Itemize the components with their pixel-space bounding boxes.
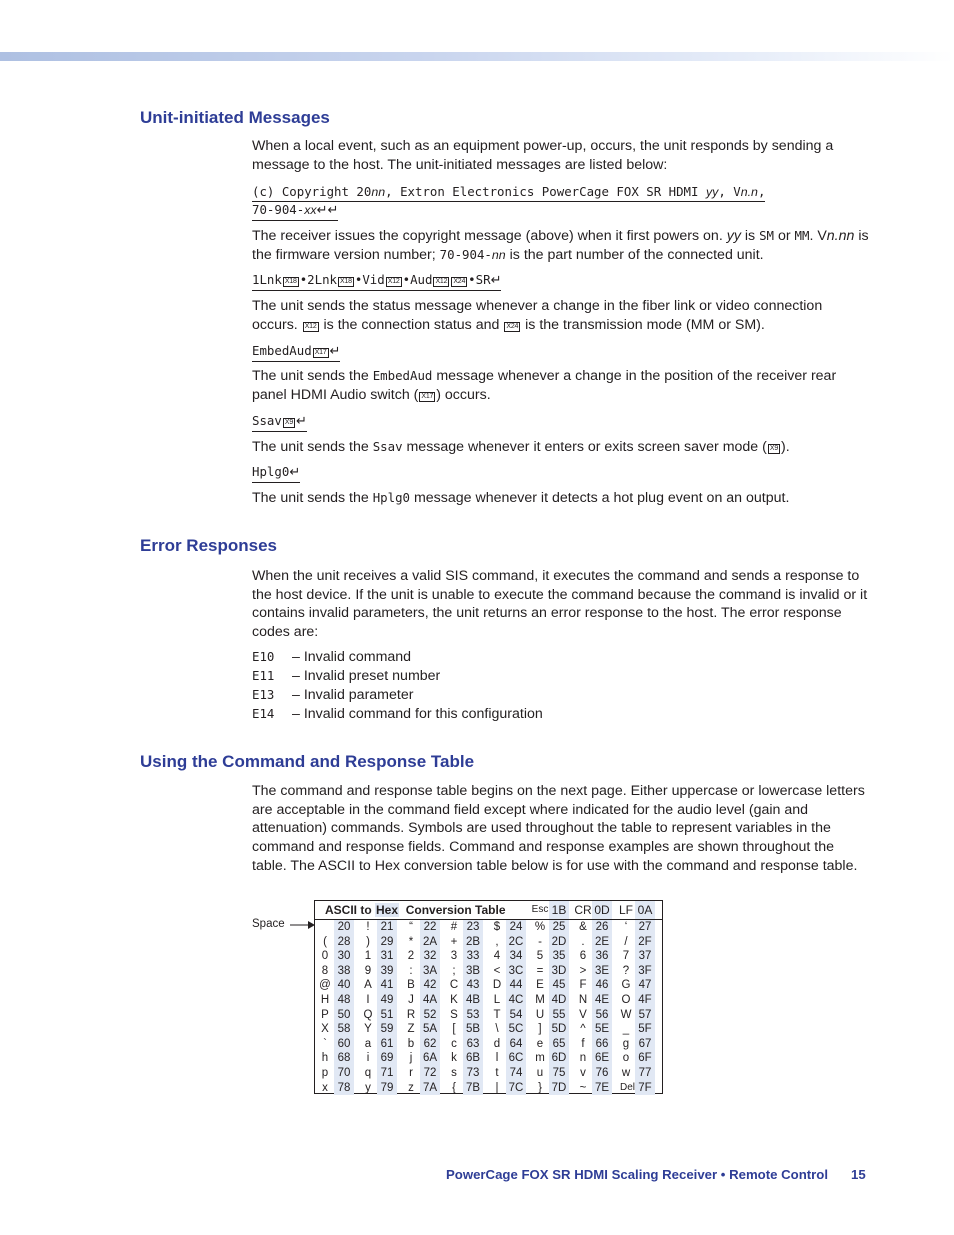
ascii-hex: 45	[549, 978, 569, 993]
ascii-char: :	[409, 964, 413, 977]
ascii-hex: 3D	[549, 964, 569, 979]
ascii-char: b	[407, 1037, 415, 1050]
ascii-hex: 59	[377, 1022, 397, 1037]
ascii-hex: 53	[463, 1008, 483, 1023]
ascii-hex: 5C	[506, 1022, 526, 1037]
ascii-hex: 69	[377, 1051, 397, 1066]
ascii-hex: 76	[592, 1066, 612, 1081]
ascii-hex: 3B	[463, 964, 483, 979]
ascii-hex: 2E	[592, 935, 612, 950]
ascii-char: 8	[321, 964, 329, 977]
ascii-char: T	[493, 1008, 501, 1021]
ascii-char: _	[622, 1023, 630, 1036]
ascii-char: ?	[622, 964, 630, 977]
ascii-hex: 7A	[420, 1081, 440, 1096]
ascii-char: {	[452, 1081, 456, 1094]
ascii-hex: 20	[334, 920, 354, 935]
error-code-row: E11 – Invalid preset number	[252, 668, 441, 684]
ascii-char: B	[407, 979, 415, 992]
return-icon: ↵	[490, 273, 502, 288]
ascii-char: y	[365, 1081, 371, 1094]
ascii-char: 5	[536, 950, 544, 963]
ascii-char: A	[364, 979, 372, 992]
ascii-hex: 6B	[463, 1051, 483, 1066]
ascii-char: w	[621, 1067, 631, 1079]
ascii-hex: 2F	[635, 935, 655, 950]
ascii-char: m	[535, 1052, 545, 1065]
hplg-description: The unit sends the Hplg0 message whenever it detects a hot plug event on an output.	[252, 490, 790, 506]
ascii-char: f	[581, 1037, 585, 1050]
ascii-hex: 73	[463, 1066, 483, 1081]
header-bar	[0, 52, 954, 61]
ascii-char: (	[323, 935, 327, 948]
ascii-char: |	[495, 1081, 499, 1094]
ssav-message-code: Ssav X9 ↵	[252, 413, 307, 432]
ascii-hex: 27	[635, 920, 655, 935]
ascii-char: !	[366, 921, 370, 933]
ascii-char: M	[535, 994, 545, 1006]
ascii-hex: 23	[463, 920, 483, 935]
ascii-hex: 3C	[506, 964, 526, 979]
return-icon: ↵	[296, 414, 307, 429]
ascii-hex: 5E	[592, 1022, 612, 1037]
ascii-char: C	[449, 979, 459, 992]
ascii-char: ;	[452, 964, 456, 977]
ascii-char: “	[409, 921, 413, 933]
ascii-table-header	[315, 901, 662, 920]
ascii-char: 0	[321, 950, 329, 963]
ascii-char: =	[536, 964, 544, 977]
ascii-char: $	[493, 921, 501, 933]
ascii-char: Q	[363, 1008, 373, 1021]
heading-unit-initiated: Unit-initiated Messages	[140, 108, 330, 127]
ascii-char: r	[409, 1067, 413, 1079]
ascii-hex: 75	[549, 1066, 569, 1081]
error-code-row: E14 – Invalid command for this configuration	[252, 706, 543, 722]
ascii-char: v	[580, 1067, 586, 1079]
ascii-hex: 70	[334, 1066, 354, 1081]
ascii-hex: 33	[463, 949, 483, 964]
ascii-hex: 6F	[635, 1051, 655, 1066]
copyright-description: The receiver issues the copyright message (above) when it first powers on. yy is SM or MM. Vn.nn is the firmware version number; 70-904-nn is the part number of the connected unit.	[252, 228, 869, 263]
ascii-hex: 7C	[506, 1081, 526, 1096]
ascii-hex: 4C	[506, 993, 526, 1008]
ascii-hex: 6C	[506, 1051, 526, 1066]
ascii-char: }	[538, 1081, 542, 1094]
ascii-hex: 77	[635, 1066, 655, 1081]
ascii-hex: 46	[592, 978, 612, 993]
ascii-char: X	[321, 1023, 329, 1036]
ascii-hex: 36	[592, 949, 612, 964]
ascii-hex: 60	[334, 1037, 354, 1052]
ascii-hex: 54	[506, 1008, 526, 1023]
ascii-hex: 56	[592, 1008, 612, 1023]
ascii-hex: 66	[592, 1037, 612, 1052]
table-intro: The command and response table begins on the next page. Either uppercase or lowercase letters are acceptable in the command field except where indicated for the audio level (gain and attenuation) commands. Symbols are used throughout the table to represent variables in the command and response fields. Command and response examples are shown throughout the table. The ASCII to Hex conversion table below is for use with the command and response table.	[252, 783, 865, 874]
embedaud-message-code: EmbedAud X17 ↵	[252, 343, 340, 362]
ascii-char: ~	[579, 1081, 587, 1094]
ascii-char: )	[366, 935, 370, 948]
ascii-hex: 67	[635, 1037, 655, 1052]
ascii-char: .	[581, 935, 585, 948]
ascii-hex: 38	[334, 964, 354, 979]
ascii-char: *	[408, 935, 414, 948]
ascii-char: I	[366, 994, 370, 1006]
ascii-hex: 48	[334, 993, 354, 1008]
heading-error-responses: Error Responses	[140, 536, 277, 555]
ascii-hex: 68	[334, 1051, 354, 1066]
ascii-char: o	[622, 1052, 630, 1065]
ascii-hex: 2C	[506, 935, 526, 950]
ascii-hex: 42	[420, 978, 440, 993]
ascii-char: W	[620, 1008, 632, 1021]
ascii-hex: 64	[506, 1037, 526, 1052]
ascii-char: E	[536, 979, 544, 992]
ascii-hex: 3F	[635, 964, 655, 979]
ascii-hex: 26	[592, 920, 612, 935]
ascii-hex: 3E	[592, 964, 612, 979]
page-number: 15	[851, 1167, 866, 1182]
ascii-hex: 34	[506, 949, 526, 964]
ascii-hex: 39	[377, 964, 397, 979]
ascii-hex: 2D	[549, 935, 569, 950]
return-icon: ↵	[289, 465, 301, 480]
footer-title: PowerCage FOX SR HDMI Scaling Receiver • Remote Control	[445, 1167, 828, 1182]
ascii-hex: 52	[420, 1008, 440, 1023]
ascii-hex: 79	[377, 1081, 397, 1096]
ascii-hex: 24	[506, 920, 526, 935]
ascii-char: U	[535, 1008, 545, 1021]
ascii-char: O	[621, 994, 631, 1006]
arrow-right-icon	[290, 920, 316, 930]
ascii-hex: 4D	[549, 993, 569, 1008]
ascii-hex: 5B	[463, 1022, 483, 1037]
ascii-char: c	[451, 1037, 457, 1050]
ascii-hex: 43	[463, 978, 483, 993]
ascii-hex: 7E	[592, 1081, 612, 1096]
ascii-hex: 58	[334, 1022, 354, 1037]
heading-command-response-table: Using the Command and Response Table	[140, 752, 475, 771]
ascii-hex: 40	[334, 978, 354, 993]
ascii-hex: 4E	[592, 993, 612, 1008]
ssav-description: The unit sends the Ssav message whenever it enters or exits screen saver mode ( X9 ).	[252, 439, 790, 455]
ascii-hex: 6E	[592, 1051, 612, 1066]
header-code-char: Esc	[531, 904, 549, 915]
error-code-row: E13 – Invalid parameter	[252, 687, 414, 703]
header-code-hex: 0D	[592, 901, 612, 919]
ascii-char: 7	[622, 950, 630, 963]
ascii-hex: 71	[377, 1066, 397, 1081]
ascii-char: q	[364, 1067, 372, 1079]
ascii-hex: 35	[549, 949, 569, 964]
ascii-hex: 49	[377, 993, 397, 1008]
ascii-char: d	[493, 1037, 501, 1050]
ascii-hex-table	[314, 900, 663, 1094]
ascii-char: V	[579, 1008, 587, 1021]
ascii-char: e	[536, 1037, 544, 1050]
ascii-hex: 7B	[463, 1081, 483, 1096]
ascii-char: &	[579, 921, 587, 933]
ascii-char: %	[534, 921, 546, 933]
ascii-hex: 57	[635, 1008, 655, 1023]
ascii-hex: 4A	[420, 993, 440, 1008]
ascii-hex: 30	[334, 949, 354, 964]
ascii-char: 4	[493, 950, 501, 963]
ascii-char: R	[406, 1008, 416, 1021]
ascii-char: a	[364, 1037, 372, 1050]
ascii-hex: 29	[377, 935, 397, 950]
ascii-hex: 32	[420, 949, 440, 964]
ascii-char: Y	[364, 1023, 372, 1036]
ascii-char: ‘	[624, 921, 628, 933]
copyright-message-code: (c) Copyright 20nn, Extron Electronics PowerCage FOX SR HDMI yy, Vn.n, 70-904-xx↵↵	[252, 184, 852, 221]
ascii-char: H	[320, 994, 330, 1006]
ascii-hex: 6A	[420, 1051, 440, 1066]
ascii-hex: 78	[334, 1081, 354, 1096]
status-description: The unit sends the status message whenever a change in the fiber link or video connection occurs. X12 is the connection status and X24 is the transmission mode (MM or SM).	[252, 298, 823, 333]
embedaud-description: The unit sends the EmbedAud message whenever a change in the position of the receiver rear panel HDMI Audio switch ( X17 ) occurs.	[252, 368, 837, 403]
ascii-hex: 47	[635, 978, 655, 993]
ascii-hex: 5F	[635, 1022, 655, 1037]
ascii-char: L	[493, 994, 501, 1006]
ascii-char: G	[621, 979, 631, 992]
header-code-hex: 0A	[635, 901, 655, 919]
ascii-char: <	[493, 964, 501, 977]
ascii-char: @	[319, 979, 331, 992]
ascii-table-title: ASCII to Hex Conversion Table	[325, 903, 506, 917]
ascii-hex: 6D	[549, 1051, 569, 1066]
ascii-hex: 41	[377, 978, 397, 993]
ascii-hex: 25	[549, 920, 569, 935]
ascii-char: >	[579, 964, 587, 977]
ascii-hex: 65	[549, 1037, 569, 1052]
ascii-char: 1	[364, 950, 372, 963]
ascii-char: P	[321, 1008, 329, 1021]
ascii-hex: 7F	[635, 1081, 655, 1096]
return-icon: ↵	[329, 344, 341, 359]
ascii-hex: 62	[420, 1037, 440, 1052]
ascii-hex: 2A	[420, 935, 440, 950]
hplg-message-code: Hplg0↵	[252, 464, 300, 483]
ascii-char: [	[452, 1023, 456, 1036]
ascii-hex: 4F	[635, 993, 655, 1008]
ascii-char: u	[536, 1067, 544, 1079]
ascii-hex: 63	[463, 1037, 483, 1052]
ascii-hex: 37	[635, 949, 655, 964]
ascii-hex: 3A	[420, 964, 440, 979]
ascii-char: 3	[450, 950, 458, 963]
header-code-char: LF	[618, 903, 633, 917]
ascii-char: i	[366, 1052, 370, 1065]
unit-intro: When a local event, such as an equipment power-up, occurs, the unit responds by sending a message to the host. The unit-initiated messages are listed below:	[252, 138, 834, 173]
ascii-char: J	[408, 994, 414, 1006]
ascii-hex: 2B	[463, 935, 483, 950]
ascii-char: /	[624, 935, 628, 948]
ascii-char: ]	[538, 1023, 542, 1036]
ascii-char: F	[579, 979, 587, 992]
ascii-char: 9	[364, 964, 372, 977]
ascii-hex: 31	[377, 949, 397, 964]
ascii-hex: 74	[506, 1066, 526, 1081]
ascii-hex: 5D	[549, 1022, 569, 1037]
ascii-char: S	[450, 1008, 458, 1021]
return-icon: ↵	[316, 203, 328, 218]
ascii-hex: 5A	[420, 1022, 440, 1037]
ascii-hex: 51	[377, 1008, 397, 1023]
ascii-char: l	[495, 1052, 499, 1065]
ascii-char: D	[492, 979, 502, 992]
ascii-char: +	[450, 935, 458, 948]
ascii-char: p	[321, 1067, 329, 1079]
ascii-char: -	[538, 935, 542, 948]
ascii-char: k	[451, 1052, 457, 1065]
ascii-hex: 72	[420, 1066, 440, 1081]
ascii-hex: 28	[334, 935, 354, 950]
ascii-char: K	[450, 994, 458, 1006]
ascii-char: x	[322, 1081, 328, 1094]
error-code-row: E10 – Invalid command	[252, 649, 412, 665]
ascii-char: 2	[407, 950, 415, 963]
ascii-char: n	[579, 1052, 587, 1065]
header-code-char: CR	[574, 903, 592, 917]
header-code-hex: 1B	[549, 901, 569, 919]
ascii-char: Del	[620, 1081, 636, 1093]
ascii-char: ,	[495, 935, 499, 948]
ascii-char: Z	[407, 1023, 415, 1036]
ascii-char: g	[622, 1037, 630, 1050]
ascii-char: N	[578, 994, 588, 1006]
ascii-char: t	[495, 1067, 499, 1079]
ascii-char: #	[450, 921, 458, 933]
ascii-hex: 4B	[463, 993, 483, 1008]
status-message-code: 1Lnk X18 •2Lnk X18 •Vid X12 •Aud X12 X24 •SR↵	[252, 272, 501, 291]
ascii-char: s	[451, 1067, 457, 1079]
ascii-char: j	[409, 1052, 413, 1065]
ascii-hex: 21	[377, 920, 397, 935]
ascii-char: \	[495, 1023, 499, 1036]
ascii-hex: 7D	[549, 1081, 569, 1096]
ascii-hex: 50	[334, 1008, 354, 1023]
ascii-char: z	[408, 1081, 414, 1094]
ascii-char: `	[323, 1037, 327, 1050]
ascii-hex: 55	[549, 1008, 569, 1023]
ascii-char: ^	[580, 1023, 586, 1036]
ascii-char: 6	[579, 950, 587, 963]
ascii-hex: 44	[506, 978, 526, 993]
ascii-hex: 22	[420, 920, 440, 935]
errors-intro: When the unit receives a valid SIS command, it executes the command and sends a response to the host device. If the unit is unable to execute the command because the command is invalid or it contains invalid parameters, the unit returns an error response to the host. The error response codes are:	[252, 568, 868, 641]
ascii-char: h	[321, 1052, 329, 1065]
space-label: Space	[252, 918, 285, 930]
ascii-hex: 61	[377, 1037, 397, 1052]
return-icon: ↵	[327, 203, 339, 218]
